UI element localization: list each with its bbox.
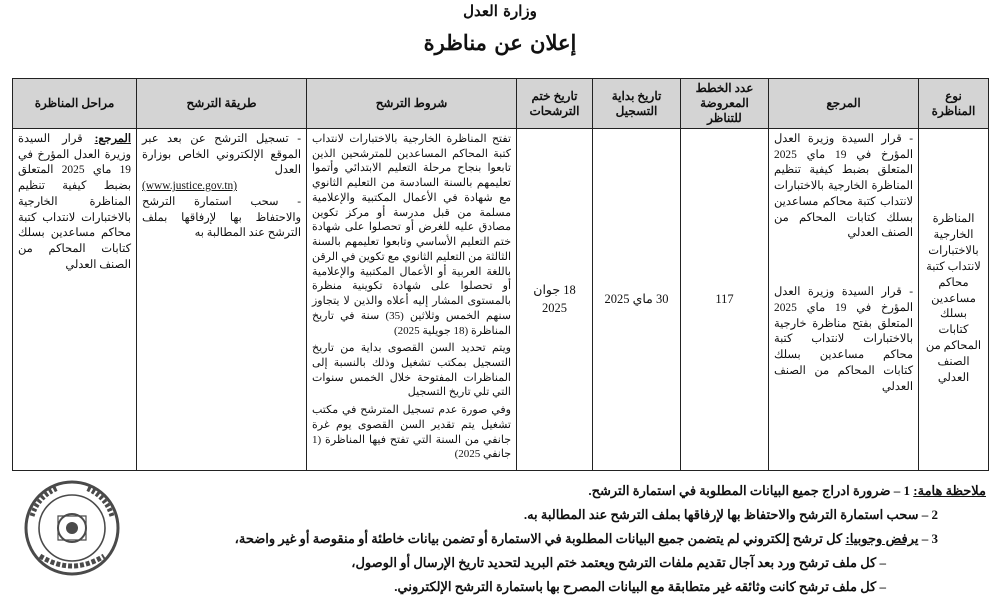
cell-reference	[769, 129, 919, 471]
stages-reference-label: المرجع:	[94, 133, 131, 145]
method-download-form: - سحب استمارة الترشح والاحتفاظ بها لإرفاقها بملف الترشح عند المطالبة به	[142, 195, 301, 240]
conditions-paragraph-1: تفتح المناظرة الخارجية بالاختبارات لانتداب كتبة المحاكم المساعدين للمترشحين الذين تابعوا بنجاح مرحلة التعليم الابتدائي وأتموا تعليمهم بالسنة السادسة من التعليم الثانوي مع شهادة في الأعمال المكتبية والإعلامية مسلمة من قبل مدرسة أو مركز تكوين مصادق عليه للغرض أو تحصلوا على شهادة ختم التعليم الأساسي وتابعوا تعليمهم بالسنة الثالثة من التعليم الثانوي مع تكوين في الرقن باللغة العربية أو الأعمال المكتبية والإعلامية أو تحصلوا على شهادة تكوينية منظرة بالمستوى المشار إليه أعلاه والذين لا يتجاوز سنهم الخمس وثلاثين (35) سنة في تاريخ المناظرة (18 جويلية 2025)	[312, 133, 511, 337]
cell-competition-type: المناظرة الخارجية بالاختبارات لانتداب كتبة محاكم مساعدين بسلك كتابات المحاكم من الصنف العدلي	[919, 129, 989, 471]
col-header-start-date: تاريخ بداية التسجيل	[593, 79, 681, 129]
note-3-item-2: – كل ملف ترشح ورد بعد آجال تقديم ملفات الترشح ويعتمد ختم البريد لتحديد تاريخ الإرسال أو الوصول،	[351, 555, 886, 571]
col-header-method: طريقة الترشح	[137, 79, 307, 129]
col-header-positions: عدد الخطط المعروضة للتناظر	[681, 79, 769, 129]
conditions-paragraph-3: وفي صورة عدم تسجيل المترشح في مكتب تشغيل يتم تقدير السن القصوى يوم غرة جانفي من السنة التي تفتح فيها المناظرة (1 جانفي 2025)	[312, 404, 511, 461]
note-2: 2 – سحب استمارة الترشح والاحتفاظ بها لإرفاقها بملف الترشح عند المطالبة به.	[523, 507, 938, 523]
competition-table	[12, 78, 989, 471]
method-online-registration: - تسجيل الترشح عن بعد عبر الموقع الإلكتروني الخاص بوزارة العدل	[142, 133, 301, 177]
announcement-title: إعلان عن مناظرة	[423, 30, 577, 55]
table-header-row	[13, 79, 989, 129]
note-3-item-3: – كل ملف ترشح كانت وثائقه غير متطابقة مع البيانات المصرح بها باستمارة الترشح الإلكتروني.	[394, 579, 886, 595]
cell-end-date: 18 جوان 2025	[517, 129, 593, 471]
cell-stages	[13, 129, 137, 471]
table-row	[13, 129, 989, 471]
conditions-paragraph-2: ويتم تحديد السن القصوى بداية من تاريخ التسجيل بمكتب تشغيل وذلك بالنسبة إلى المناظرات المفتوحة خلال الخمس سنوات التي تلي تاريخ التسجيل	[312, 342, 511, 399]
reference-decree-2: - قرار السيدة وزيرة العدل المؤرخ في 19 ماي 2025 المتعلق بفتح مناظرة خارجية بالاختبارات لانتداب كتبة محاكم مساعدين بسلك كتابات المحاكم من الصنف العدلي	[774, 286, 914, 393]
stages-reference-text: قرار السيدة وزيرة العدل المؤرخ في 19 ماي 2025 المتعلق بضبط كيفية تنظيم المناظرة الخارجية بالاختبارات لانتداب كتبة محاكم مساعدين بسلك كتابات المحاكم من الصنف العدلي	[18, 133, 131, 271]
note-1: ملاحظة هامة: 1 – ضرورة ادراج جميع البيانات المطلوبة في استمارة الترشح.	[588, 483, 986, 498]
col-header-reference: المرجع	[769, 79, 919, 129]
justice-website-link[interactable]: (www.justice.gov.tn)	[142, 180, 238, 193]
col-header-type: نوع المناظرة	[919, 79, 989, 129]
important-notes	[106, 479, 986, 599]
reference-decree-1: - قرار السيدة وزيرة العدل المؤرخ في 19 ماي 2025 المتعلق بضبط كيفية تنظيم المناظرة الخارجية بالاختبارات لانتداب كتبة محاكم مساعدين بسلك كتابات المحاكم من الصنف العدلي	[774, 133, 914, 240]
cell-method	[137, 129, 307, 471]
col-header-stages: مراحل المناظرة	[13, 79, 137, 129]
cell-conditions	[307, 129, 517, 471]
mandatory-rejection-label: يرفض وجوبيا:	[845, 531, 919, 547]
note-3: 3 – يرفض وجوبيا: كل ترشح إلكتروني لم يتضمن جميع البيانات المطلوبة في الاستمارة أو تضمن بيانات خاطئة أو منقوصة أو غير واضحة،	[234, 531, 938, 547]
col-header-conditions: شروط الترشح	[307, 79, 517, 129]
col-header-end-date: تاريخ ختم الترشحات	[517, 79, 593, 129]
cell-start-date: 30 ماي 2025	[593, 129, 681, 471]
notes-label: ملاحظة هامة:	[913, 483, 986, 498]
ministry-name: وزارة العدل	[463, 2, 537, 20]
cell-positions: 117	[681, 129, 769, 471]
ministry-stamp-seal	[18, 476, 126, 580]
